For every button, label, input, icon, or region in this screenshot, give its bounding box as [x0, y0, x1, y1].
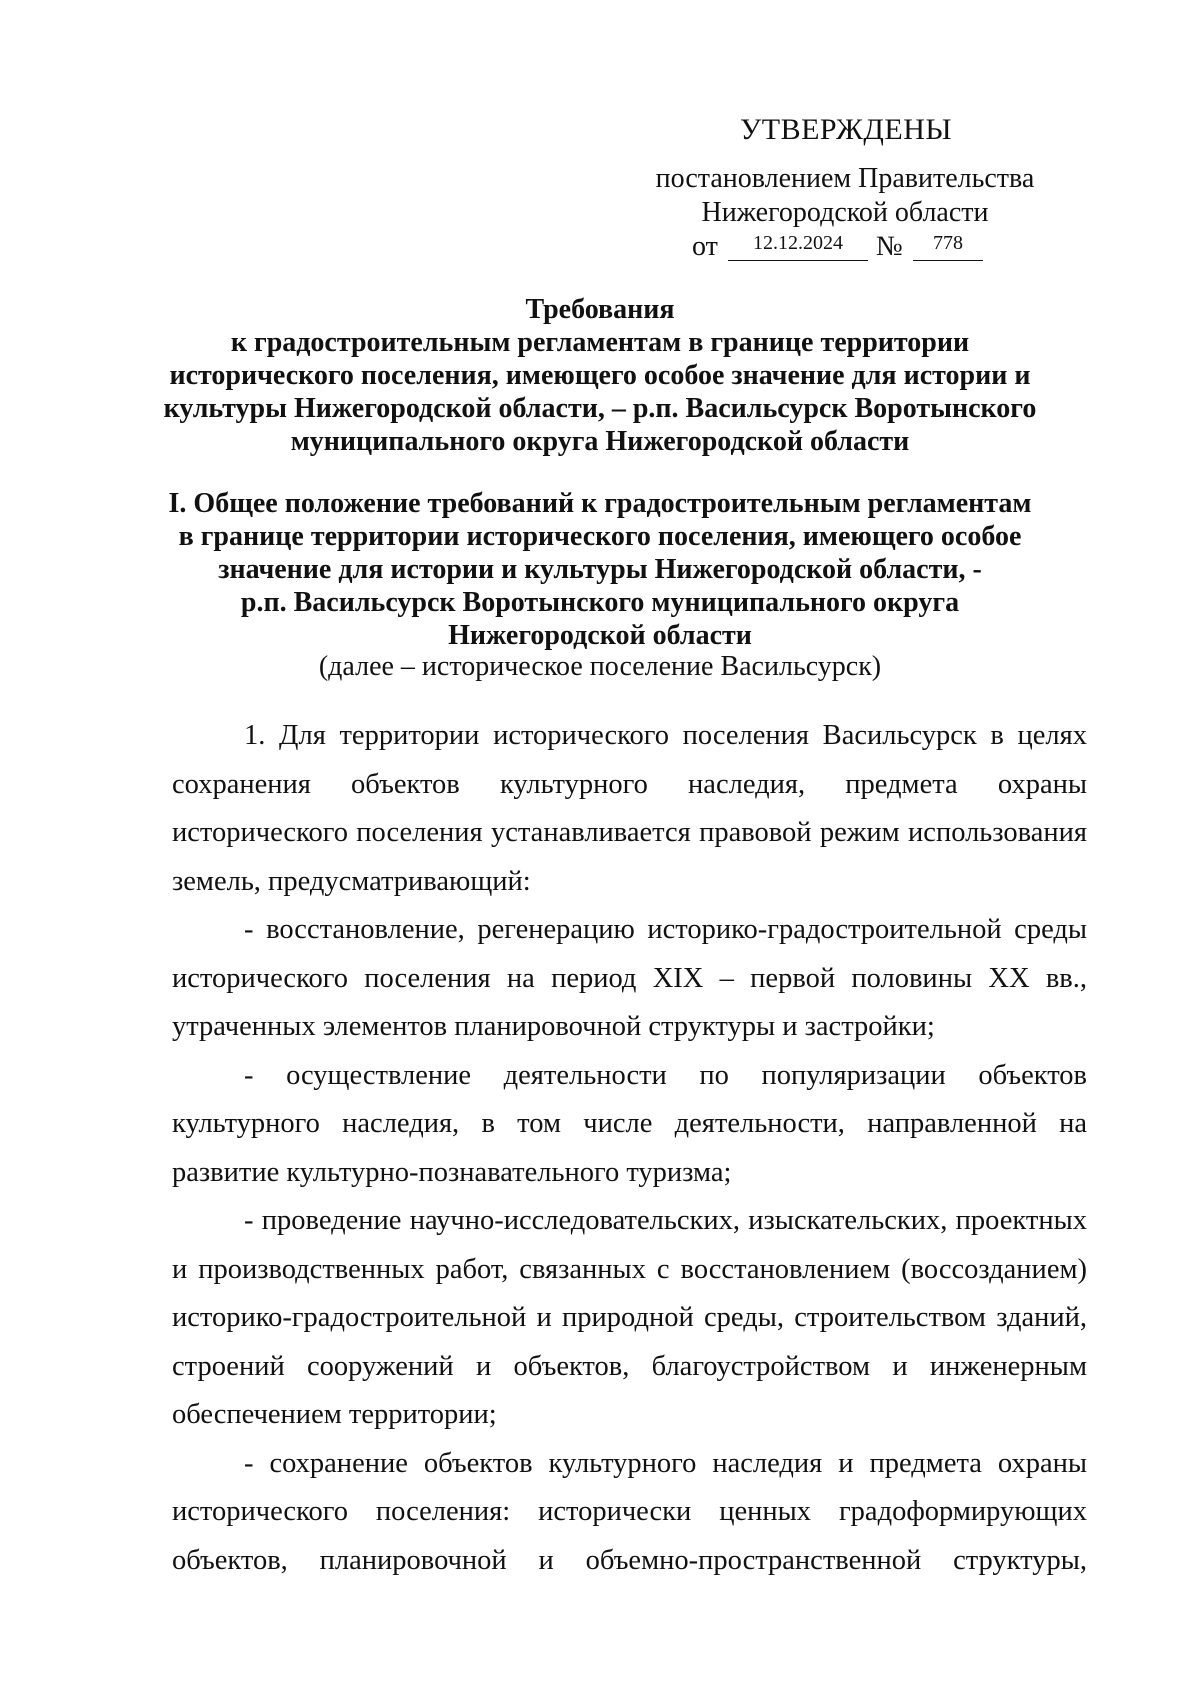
document-title	[150, 293, 1050, 458]
text-line: культурного наследия, в том числе деятельности, направленной на	[172, 1108, 1087, 1139]
text-line: 1. Для территории исторического поселения Васильсурск в целях	[244, 720, 1087, 751]
text-line: исторического поселения устанавливается правовой режим использования	[172, 817, 1087, 848]
text-line: исторического поселения: исторически ценных градоформирующих	[172, 1496, 1087, 1527]
text-line: земель, предусматривающий:	[172, 865, 531, 897]
approval-date: 12.12.2024	[728, 230, 868, 261]
list-item	[172, 1052, 1087, 1198]
approval-region-line: Нижегородской области	[701, 197, 989, 228]
text-line: - восстановление, регенерацию историко-градостроительной среды	[244, 914, 1087, 945]
text-line: - сохранение объектов культурного наследия и предмета охраны	[244, 1447, 1087, 1479]
list-item	[172, 906, 1087, 1052]
section-title-line: Нижегородской области	[448, 620, 752, 651]
document-title-line: культуры Нижегородской области, – р.п. Васильсурск Воротынского	[163, 393, 1037, 424]
section-title-line: в границе территории исторического поселения, имеющего особое	[178, 521, 1022, 552]
text-line: утраченных элементов планировочной структуры и застройки;	[172, 1011, 935, 1042]
document-title-line: к градостроительным регламентам в границе территории	[230, 327, 970, 358]
text-line: строений сооружений и объектов, благоустройством и инженерным	[172, 1350, 1087, 1382]
text-line: и производственных работ, связанных с восстановлением (воссозданием)	[172, 1253, 1087, 1285]
list-item	[172, 1197, 1087, 1440]
text-line: исторического поселения на период XIX – первой половины XX вв.,	[172, 962, 1087, 994]
approval-from-label: от	[692, 231, 718, 262]
text-line: развитие культурно-познавательного туризма;	[172, 1156, 732, 1188]
text-line: сохранения объектов культурного наследия, предмета охраны	[172, 768, 1087, 800]
document-body	[172, 712, 1087, 1585]
approval-resolution-line: постановлением Правительства	[655, 163, 1035, 194]
document-title-line: муниципального округа Нижегородской области	[290, 426, 910, 457]
approval-heading: УТВЕРЖДЕНЫ	[740, 113, 953, 146]
document-title-line: Требования	[525, 294, 675, 325]
paragraph-intro	[172, 712, 1087, 906]
text-line: историко-градостроительной и природной среды, строительством зданий,	[172, 1302, 1087, 1333]
section-title-line: I. Общее положение требований к градостроительным регламентам	[168, 488, 1032, 519]
approval-number-sign: №	[876, 231, 903, 262]
section-title-line: значение для истории и культуры Нижегородской области, -	[218, 554, 982, 585]
section-title-line: р.п. Васильсурск Воротынского муниципального округа	[240, 587, 960, 618]
text-line: - проведение научно-исследовательских, изыскательских, проектных	[244, 1205, 1087, 1236]
list-item	[172, 1440, 1087, 1586]
approval-number: 778	[913, 230, 983, 261]
text-line: - осуществление деятельности по популяризации объектов	[244, 1059, 1087, 1091]
section-subtitle: (далее – историческое поселение Васильсурск)	[318, 651, 882, 682]
document-title-line: исторического поселения, имеющего особое значение для истории и	[169, 360, 1031, 391]
text-line: обеспечением территории;	[172, 1399, 497, 1430]
section-title	[150, 487, 1050, 652]
text-line: объектов, планировочной и объемно-пространственной структуры,	[172, 1544, 1087, 1576]
